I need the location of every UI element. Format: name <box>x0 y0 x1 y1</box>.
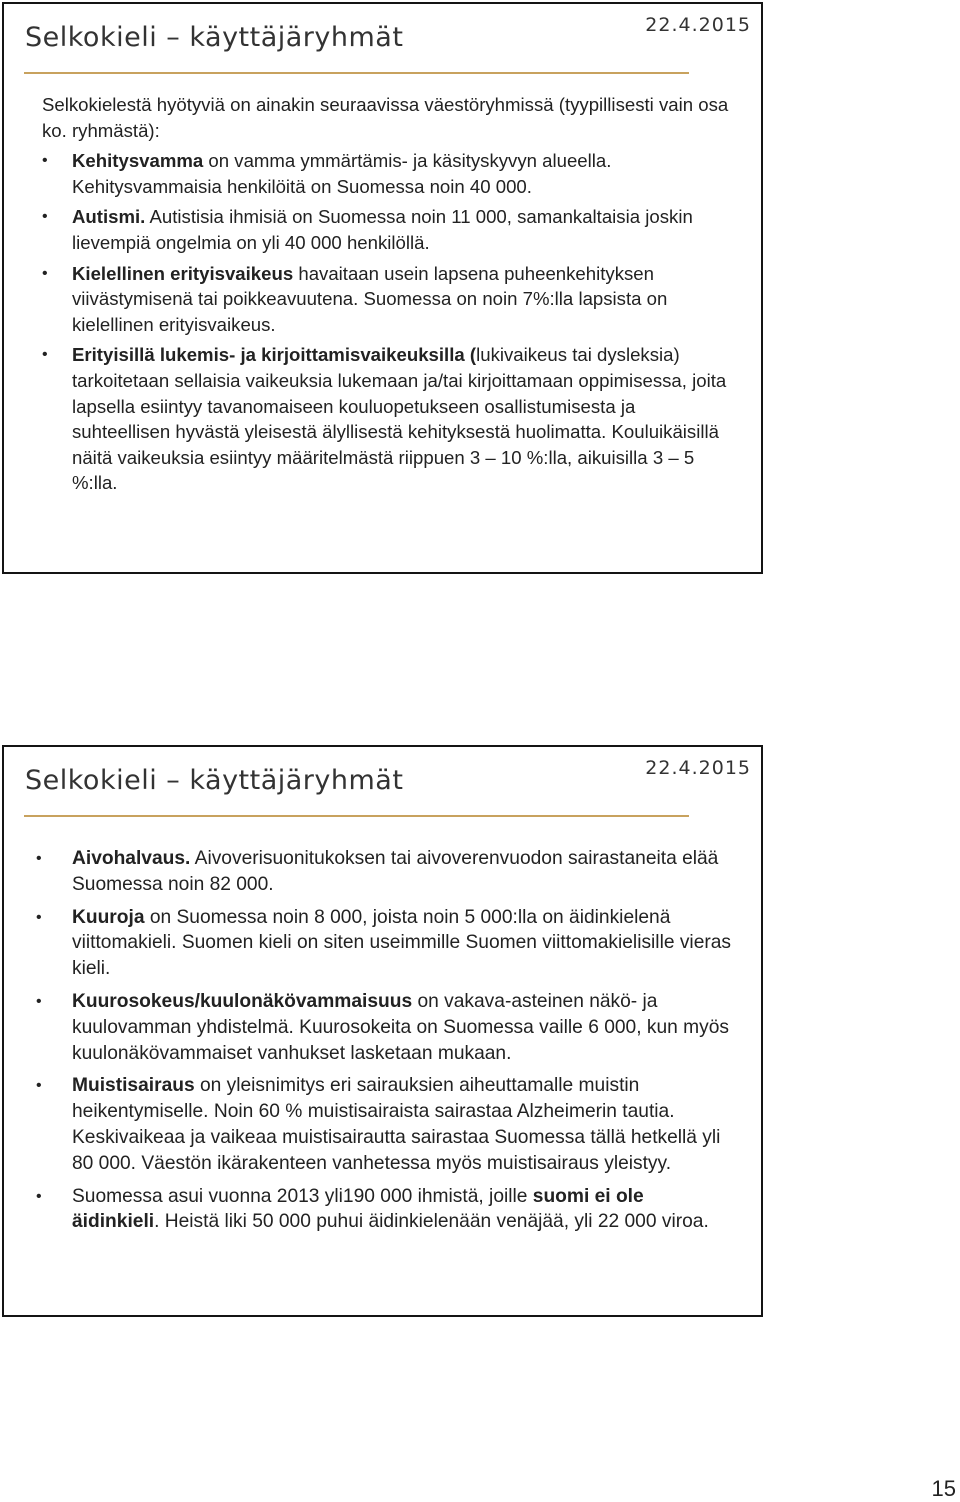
bold-term: suomi ei ole äidinkieli <box>72 1185 644 1233</box>
bullet-icon: • <box>36 850 42 867</box>
list-item <box>42 261 732 338</box>
bullet-icon: • <box>42 264 48 282</box>
bold-term: Kielellinen erityisvaikeus <box>72 262 294 284</box>
bullet-icon: • <box>42 208 48 226</box>
list-item <box>36 1184 736 1236</box>
bold-term: Aivohalvaus. <box>72 848 191 869</box>
slide-title: Selkokieli – käyttäjäryhmät <box>25 22 404 53</box>
slide-date: 22.4.2015 <box>645 14 751 36</box>
item-text: havaitaan usein lapsena puheenkehityksen viivästymisenä tai poikkeavuutena. Suomessa on noin 7%:lla lapsista on kielellinen erityisvaikeus. <box>72 262 668 335</box>
item-text: on Suomessa noin 8 000, joista noin 5 000:lla on äidinkielenä viittomakieli. Suomen kieli on siten useimmille Suomen viittomakielisille vieras kieli. <box>72 906 732 980</box>
item-text: on vamma ymmärtämis- ja käsityskyvyn alueella. Kehitysvammaisia henkilöitä on Suomessa noin 40 000. <box>72 150 612 197</box>
list-item <box>42 148 732 199</box>
bullet-icon: • <box>42 346 48 364</box>
item-text: on vakava-asteinen näkö- ja kuulovamman yhdistelmä. Kuurosokeita on Suomessa vaille 6 000, kun myös kuulonäkövammaiset vanhukset lasketaan mukaan. <box>72 990 729 1064</box>
bullet-icon: • <box>36 908 42 926</box>
page-number: 15 <box>931 1476 956 1501</box>
title-divider <box>24 815 689 817</box>
list-item <box>42 204 732 255</box>
bullet-icon: • <box>36 1187 42 1205</box>
slide-title: Selkokieli – käyttäjäryhmät <box>25 765 404 796</box>
slide-body <box>42 92 732 501</box>
slide-body <box>36 846 736 1242</box>
bullet-icon: • <box>36 992 42 1010</box>
list-item <box>36 1073 736 1176</box>
bold-term: Muistisairaus <box>72 1075 195 1097</box>
bold-term: Kuurosokeus/kuulonäkövammaisuus <box>72 990 413 1012</box>
item-text: Aivoverisuonitukoksen tai aivoverenvuodon sairastaneita elää Suomessa noin 82 000. <box>72 848 719 895</box>
item-text: . Heistä liki 50 000 puhui äidinkielenään venäjää, yli 22 000 viroa. <box>154 1211 709 1233</box>
intro-text: Selkokielestä hyötyviä on ainakin seuraavissa väestöryhmissä (tyypillisesti vain osa ko. ryhmästä): <box>42 94 729 141</box>
slide-2 <box>2 745 763 1317</box>
item-text: Autistisia ihmisiä on Suomessa noin 11 000, samankaltaisia joskin lievempiä ongelmia on yli 40 000 henkilöllä. <box>72 206 693 253</box>
bold-term: Erityisillä lukemis- ja kirjoittamisvaikeuksilla ( <box>72 344 477 366</box>
bullet-icon: • <box>36 1077 42 1095</box>
list-item <box>36 989 736 1066</box>
title-divider <box>24 72 689 74</box>
bullet-list <box>36 846 736 1235</box>
list-item <box>36 905 736 982</box>
item-text: on yleisnimitys eri sairauksien aiheuttamalle muistin heikentymiselle. Noin 60 % muistisairaista sairastaa Alzheimerin tautia. Keskivaikeaa ja vaikeaa muistisairautta sairastaa Suomessa tällä hetkellä yli 80 000. Väestön ikärakenteen vanhetessa myös muistisairaus yleistyy. <box>72 1075 721 1174</box>
list-item <box>36 846 736 898</box>
slide-1 <box>2 2 763 574</box>
bullet-list <box>42 148 732 496</box>
bullet-icon: • <box>42 152 48 170</box>
list-item <box>42 342 732 496</box>
item-text: lukivaikeus tai dysleksia) tarkoitetaan sellaisia vaikeuksia lukemaan ja/tai kirjoittamaan oppimisessa, joita lapsella esiintyy tavanomaiseen kouluopetukseen osallistumisesta ja suhteellisen hyvästä yleisestä älyllisestä kehityksestä huolimatta. Kouluikäisillä näitä vaikeuksia esiintyy määritelmästä riippuen 3 – 10 %:lla, aikuisilla 3 – 5 %:lla. <box>72 344 727 494</box>
bold-term: Kuuroja <box>72 906 145 928</box>
slide-date: 22.4.2015 <box>645 757 751 779</box>
bold-term: Kehitysvamma <box>72 150 204 172</box>
bold-term: Autismi. <box>72 206 146 228</box>
item-text-before: Suomessa asui vuonna 2013 yli190 000 ihmistä, joille <box>72 1185 533 1207</box>
